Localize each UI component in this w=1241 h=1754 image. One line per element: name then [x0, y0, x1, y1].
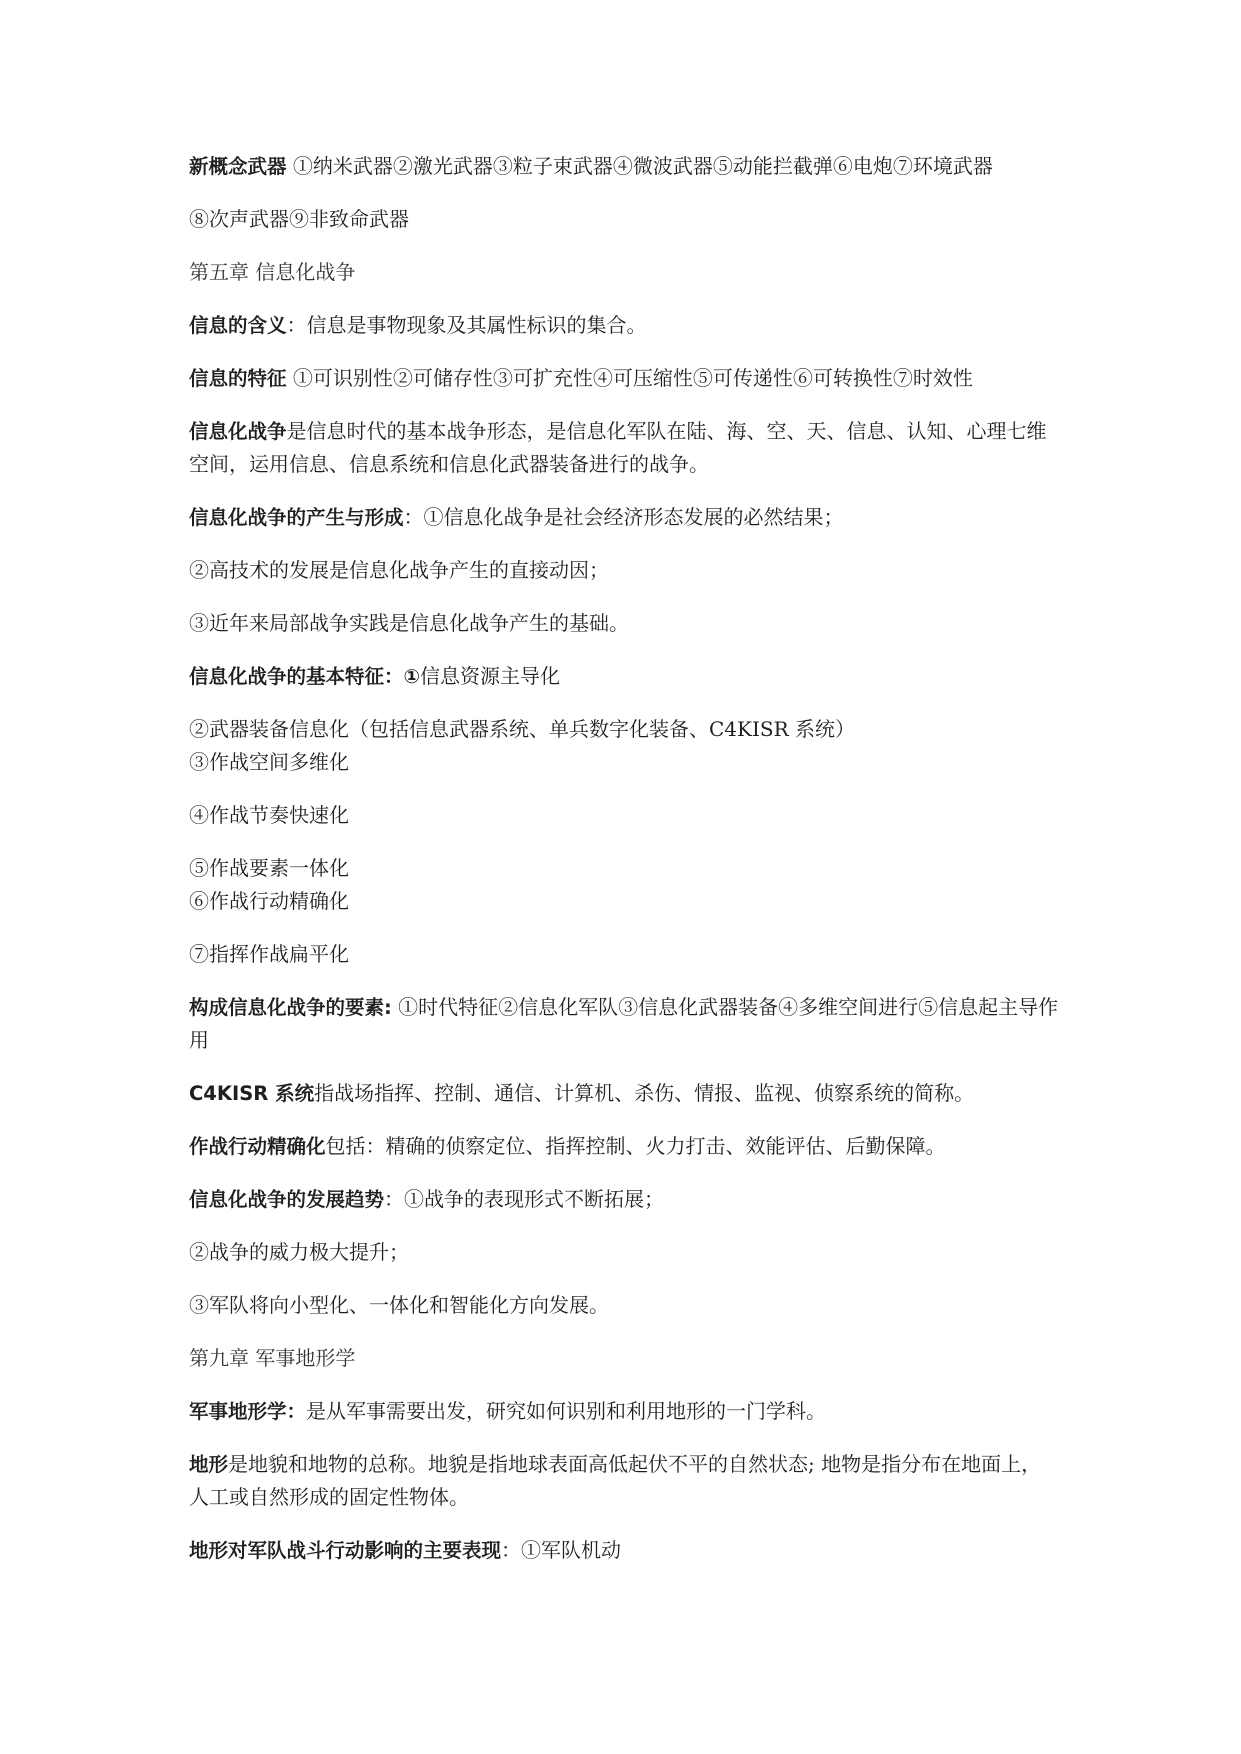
para-text: 包括：精确的侦察定位、指挥控制、火力打击、效能评估、后勤保障。	[325, 1134, 946, 1158]
para-terrain	[189, 1448, 1059, 1514]
para-text: ⑥作战行动精确化	[189, 889, 349, 913]
para-c4kisr	[189, 1077, 1059, 1110]
term-label: 新概念武器	[189, 155, 287, 178]
para-origin-3	[189, 607, 1059, 640]
para-text: 是从军事需要出发，研究如何识别和利用地形的一门学科。	[306, 1399, 827, 1423]
term-label: 作战行动精确化	[189, 1135, 326, 1158]
list-item	[189, 852, 1059, 885]
term-label: 地形	[189, 1453, 229, 1476]
para-text: 信息资源主导化	[420, 664, 561, 688]
term-label: 信息的含义	[189, 314, 287, 337]
para-new-weapons	[189, 150, 1059, 183]
chapter-heading-5	[189, 256, 1059, 289]
list-item	[189, 746, 1059, 779]
list-item	[189, 938, 1059, 971]
para-text: ③作战空间多维化	[189, 750, 349, 774]
para-info-war	[189, 415, 1059, 481]
para-text: ④作战节奏快速化	[189, 803, 349, 827]
term-label: 军事地形学：	[189, 1400, 307, 1423]
para-trends	[189, 1183, 1059, 1216]
para-text: 是信息时代的基本战争形态，是信息化军队在陆、海、空、天、信息、认知、心理七维空间，运用信息、信息系统和信息化武器装备进行的战争。	[189, 419, 1047, 476]
list-item	[189, 1289, 1059, 1322]
list-item	[189, 799, 1059, 832]
document-page	[189, 150, 1059, 1567]
para-info-meaning	[189, 309, 1059, 342]
term-label: 信息化战争的基本特征：①	[189, 665, 421, 688]
para-text: ①可识别性②可储存性③可扩充性④可压缩性⑤可传递性⑥可转换性⑦时效性	[286, 366, 973, 390]
para-origin	[189, 501, 1059, 534]
para-elements	[189, 991, 1059, 1057]
para-text: ⑦指挥作战扁平化	[189, 942, 349, 966]
para-text: ③军队将向小型化、一体化和智能化方向发展。	[189, 1293, 609, 1317]
para-text: ②战争的威力极大提升；	[189, 1240, 409, 1264]
term-label: C4KISR 系统	[189, 1082, 315, 1105]
para-precision	[189, 1130, 1059, 1163]
list-item	[189, 885, 1059, 918]
para-text: ①时代特征②信息化军队③信息化武器装备④多维空间进行⑤信息起主导作用	[189, 995, 1059, 1052]
chapter-heading-9	[189, 1342, 1059, 1375]
para-text: ：①信息化战争是社会经济形态发展的必然结果；	[403, 505, 844, 529]
para-info-features	[189, 362, 1059, 395]
list-item	[189, 1236, 1059, 1269]
para-text: 是地貌和地物的总称。地貌是指地球表面高低起伏不平的自然状态; 地物是指分布在地面上，人工或自然形成的固定性物体。	[189, 1452, 1042, 1509]
para-new-weapons-cont	[189, 203, 1059, 236]
para-text: ⑧次声武器⑨非致命武器	[189, 207, 409, 231]
heading-text: 第五章 信息化战争	[189, 260, 356, 284]
para-text: ②高技术的发展是信息化战争产生的直接动因；	[189, 558, 609, 582]
term-label: 信息的特征	[189, 367, 287, 390]
para-origin-2	[189, 554, 1059, 587]
para-terrain-science	[189, 1395, 1059, 1428]
term-label: 构成信息化战争的要素:	[189, 996, 392, 1019]
para-text: ②武器装备信息化（包括信息武器系统、单兵数字化装备、C4KISR 系统）	[189, 717, 855, 741]
term-label: 信息化战争的产生与形成	[189, 506, 404, 529]
para-terrain-impact	[189, 1534, 1059, 1567]
term-label: 地形对军队战斗行动影响的主要表现	[189, 1539, 502, 1562]
heading-text: 第九章 军事地形学	[189, 1346, 356, 1370]
para-text: ⑤作战要素一体化	[189, 856, 349, 880]
para-text: ：①军队机动	[501, 1538, 622, 1562]
para-text: 指战场指挥、控制、通信、计算机、杀伤、情报、监视、侦察系统的简称。	[314, 1081, 975, 1105]
para-text: ①纳米武器②激光武器③粒子束武器④微波武器⑤动能拦截弹⑥电炮⑦环境武器	[286, 154, 993, 178]
para-text: ③近年来局部战争实践是信息化战争产生的基础。	[189, 611, 629, 635]
term-label: 信息化战争的发展趋势	[189, 1188, 385, 1211]
term-label: 信息化战争	[189, 420, 287, 443]
para-basic-features	[189, 660, 1059, 693]
para-text: ：信息是事物现象及其属性标识的集合。	[286, 313, 647, 337]
para-text: ：①战争的表现形式不断拓展；	[384, 1187, 665, 1211]
list-item	[189, 713, 1059, 746]
